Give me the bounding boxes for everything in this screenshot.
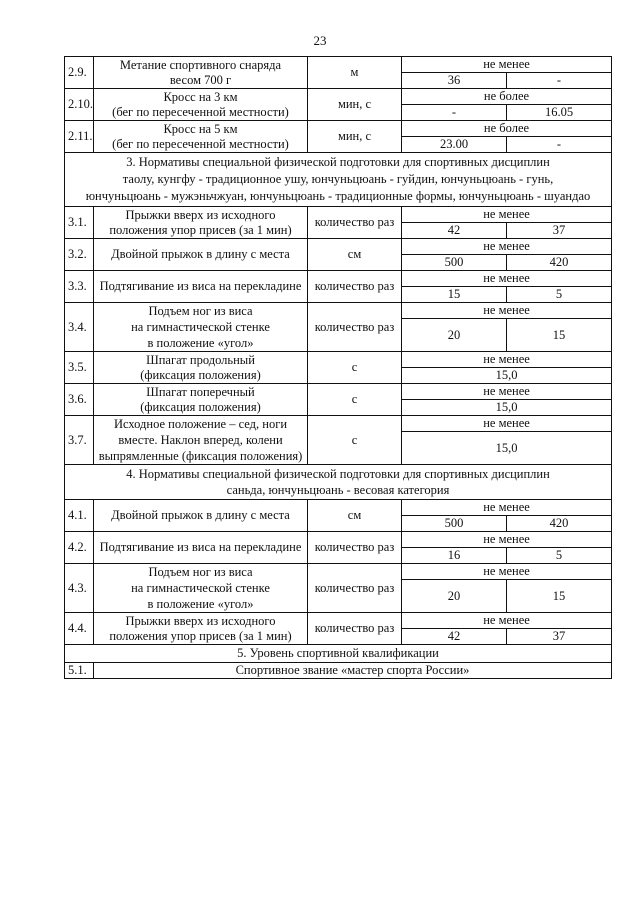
condition: не менее bbox=[402, 57, 612, 73]
exercise-name: Исходное положение – сед, ноги вместе. Наклон вперед, колени выпрямленные (фиксация положения) bbox=[94, 416, 308, 465]
row-number: 3.4. bbox=[65, 303, 94, 352]
exercise-name: Прыжки вверх из исходного положения упор присев (за 1 мин) bbox=[94, 207, 308, 239]
row-number: 3.1. bbox=[65, 207, 94, 239]
value: 20 bbox=[402, 580, 507, 613]
page-number: 23 bbox=[313, 33, 327, 48]
value: 36 bbox=[402, 73, 507, 89]
exercise-name: Подъем ног из виса на гимнастической стенке в положение «угол» bbox=[94, 564, 308, 613]
exercise-name: Шпагат поперечный (фиксация положения) bbox=[94, 384, 308, 416]
value: 15,0 bbox=[402, 400, 612, 416]
row-number: 2.9. bbox=[65, 57, 94, 89]
section-header bbox=[65, 153, 612, 207]
unit: с bbox=[308, 416, 402, 465]
unit: м bbox=[308, 57, 402, 89]
value: 5 bbox=[507, 548, 612, 564]
row-number: 3.2. bbox=[65, 239, 94, 271]
exercise-name: Метание спортивного снаряда весом 700 г bbox=[94, 57, 308, 89]
section-3-title: 3. Нормативы специальной физической подготовки для спортивных дисциплин таолу, кунгфу - традиционное ушу, юнчуньцюань - гуйдин, юнчуньцюань - гунь, юнчуньцюань - мужэньчжуан, юнчуньцюань - традиционные формы, юнчуньцюань - шуандао bbox=[65, 153, 612, 207]
value: 20 bbox=[402, 319, 507, 352]
table-row bbox=[65, 121, 612, 137]
row-number: 2.11. bbox=[65, 121, 94, 153]
condition: не менее bbox=[402, 239, 612, 255]
table-row bbox=[65, 500, 612, 516]
condition: не менее bbox=[402, 613, 612, 629]
condition: не менее bbox=[402, 416, 612, 432]
section-4-title: 4. Нормативы специальной физической подготовки для спортивных дисциплин саньда, юнчуньцюань - весовая категория bbox=[65, 465, 612, 500]
unit: количество раз bbox=[308, 207, 402, 239]
section-header bbox=[65, 645, 612, 663]
value: 15 bbox=[402, 287, 507, 303]
table-row bbox=[65, 384, 612, 400]
unit: количество раз bbox=[308, 613, 402, 645]
row-number: 4.1. bbox=[65, 500, 94, 532]
exercise-name: Подтягивание из виса на перекладине bbox=[94, 271, 308, 303]
exercise-name: Двойной прыжок в длину с места bbox=[94, 500, 308, 532]
unit: с bbox=[308, 384, 402, 416]
row-number: 4.4. bbox=[65, 613, 94, 645]
exercise-name: Прыжки вверх из исходного положения упор присев (за 1 мин) bbox=[94, 613, 308, 645]
value: - bbox=[402, 105, 507, 121]
table-row bbox=[65, 207, 612, 223]
value: 37 bbox=[507, 223, 612, 239]
value: - bbox=[507, 73, 612, 89]
value: 37 bbox=[507, 629, 612, 645]
unit: с bbox=[308, 352, 402, 384]
table-row bbox=[65, 564, 612, 580]
value: 500 bbox=[402, 255, 507, 271]
exercise-name: Подъем ног из виса на гимнастической стенке в положение «угол» bbox=[94, 303, 308, 352]
exercise-name: Кросс на 5 км (бег по пересеченной местности) bbox=[94, 121, 308, 153]
condition: не более bbox=[402, 89, 612, 105]
row-number: 5.1. bbox=[65, 663, 94, 679]
row-number: 2.10. bbox=[65, 89, 94, 121]
condition: не менее bbox=[402, 384, 612, 400]
value: 15 bbox=[507, 580, 612, 613]
value: 420 bbox=[507, 516, 612, 532]
unit: мин, с bbox=[308, 121, 402, 153]
table-row bbox=[65, 303, 612, 319]
table-row bbox=[65, 613, 612, 629]
condition: не менее bbox=[402, 271, 612, 287]
row-number: 3.5. bbox=[65, 352, 94, 384]
condition: не менее bbox=[402, 532, 612, 548]
value: 23.00 bbox=[402, 137, 507, 153]
condition: не менее bbox=[402, 352, 612, 368]
table-row bbox=[65, 271, 612, 287]
section-header bbox=[65, 465, 612, 500]
table-row bbox=[65, 89, 612, 105]
condition: не менее bbox=[402, 500, 612, 516]
unit: количество раз bbox=[308, 532, 402, 564]
row-number: 4.2. bbox=[65, 532, 94, 564]
exercise-name: Кросс на 3 км (бег по пересеченной местности) bbox=[94, 89, 308, 121]
condition: не более bbox=[402, 121, 612, 137]
table-row bbox=[65, 57, 612, 73]
unit: количество раз bbox=[308, 303, 402, 352]
table-row bbox=[65, 416, 612, 432]
row-number: 3.3. bbox=[65, 271, 94, 303]
row-number: 3.7. bbox=[65, 416, 94, 465]
norms-table bbox=[64, 56, 612, 679]
table-row bbox=[65, 532, 612, 548]
unit: количество раз bbox=[308, 564, 402, 613]
unit: мин, с bbox=[308, 89, 402, 121]
value: - bbox=[507, 137, 612, 153]
unit: см bbox=[308, 500, 402, 532]
value: 42 bbox=[402, 629, 507, 645]
value: 42 bbox=[402, 223, 507, 239]
exercise-name: Подтягивание из виса на перекладине bbox=[94, 532, 308, 564]
value: 500 bbox=[402, 516, 507, 532]
unit: количество раз bbox=[308, 271, 402, 303]
condition: не менее bbox=[402, 303, 612, 319]
value: 5 bbox=[507, 287, 612, 303]
value: 16 bbox=[402, 548, 507, 564]
row-number: 3.6. bbox=[65, 384, 94, 416]
condition: не менее bbox=[402, 207, 612, 223]
value: 15,0 bbox=[402, 368, 612, 384]
value: 420 bbox=[507, 255, 612, 271]
table-row bbox=[65, 239, 612, 255]
value: 16.05 bbox=[507, 105, 612, 121]
condition: не менее bbox=[402, 564, 612, 580]
table-row bbox=[65, 663, 612, 679]
value: 15,0 bbox=[402, 432, 612, 465]
row-number: 4.3. bbox=[65, 564, 94, 613]
unit: см bbox=[308, 239, 402, 271]
value: 15 bbox=[507, 319, 612, 352]
qualification-text: Спортивное звание «мастер спорта России» bbox=[94, 663, 612, 679]
section-5-title: 5. Уровень спортивной квалификации bbox=[65, 645, 612, 663]
exercise-name: Шпагат продольный (фиксация положения) bbox=[94, 352, 308, 384]
exercise-name: Двойной прыжок в длину с места bbox=[94, 239, 308, 271]
table-row bbox=[65, 352, 612, 368]
